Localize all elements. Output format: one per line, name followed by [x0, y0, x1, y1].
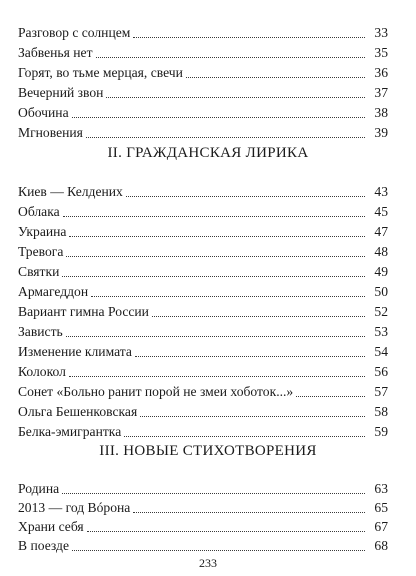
toc-entry-title: 2013 — год Вóрона	[18, 500, 131, 515]
toc-entry-page: 65	[374, 500, 388, 515]
toc-entry	[18, 477, 388, 497]
toc-entry	[18, 320, 388, 340]
toc-entry-title: Тревога	[18, 244, 64, 259]
toc-entry	[18, 420, 388, 440]
toc-entry	[18, 21, 388, 41]
toc-entry	[18, 180, 388, 200]
toc-entry	[18, 260, 388, 280]
toc-entry-page: 63	[374, 481, 388, 496]
dot-leader	[69, 220, 365, 237]
toc-entry	[18, 360, 388, 380]
toc-entry	[18, 400, 388, 420]
toc-entry-page: 53	[374, 324, 388, 339]
dot-leader	[87, 515, 365, 532]
toc-entry-title: Обочина	[18, 105, 69, 120]
dot-leader	[69, 360, 365, 377]
dot-leader	[296, 380, 365, 397]
toc-entry-title: Святки	[18, 264, 60, 279]
toc-entry-page: 39	[374, 125, 388, 140]
toc-entry-title: Мгновения	[18, 125, 83, 140]
dot-leader	[86, 121, 365, 138]
toc-entry-page: 38	[374, 105, 388, 120]
dot-leader	[124, 420, 365, 437]
toc-entry	[18, 496, 388, 516]
dot-leader	[72, 534, 365, 551]
toc-entry	[18, 220, 388, 240]
toc-entry-page: 54	[374, 344, 388, 359]
toc-entry-title: Вечерний звон	[18, 85, 104, 100]
toc-entry-title: Колокол	[18, 364, 66, 379]
toc-entry-page: 47	[374, 224, 388, 239]
toc-entry-page: 33	[374, 25, 388, 40]
dot-leader	[133, 21, 365, 38]
dot-leader	[63, 200, 365, 217]
dot-leader	[126, 180, 365, 197]
dot-leader	[72, 101, 365, 118]
toc-entry-title: В поезде	[18, 538, 69, 553]
toc-entry	[18, 300, 388, 320]
dot-leader	[152, 300, 365, 317]
dot-leader	[66, 320, 365, 337]
toc-entry	[18, 340, 388, 360]
toc-entry-title: Храни себя	[18, 519, 84, 534]
toc-entry	[18, 61, 388, 81]
dot-leader	[140, 400, 365, 417]
dot-leader	[133, 496, 365, 513]
toc-entry-page: 43	[374, 184, 388, 199]
toc-entry	[18, 41, 388, 61]
toc-entry-title: Армагеддон	[18, 284, 89, 299]
toc-entry-page: 56	[374, 364, 388, 379]
toc-entry-page: 35	[374, 45, 388, 60]
dot-leader	[106, 81, 365, 98]
dot-leader	[62, 477, 365, 494]
toc-entry-page: 45	[374, 204, 388, 219]
toc-entry-page: 37	[374, 85, 388, 100]
toc-entry	[18, 515, 388, 535]
toc-entry-title: Ольга Бешенковская	[18, 404, 138, 419]
dot-leader	[66, 240, 365, 257]
toc-entry-title: Облака	[18, 204, 60, 219]
toc-entry-title: Вариант гимна России	[18, 304, 149, 319]
toc-entry-title: Белка-эмигрантка	[18, 424, 122, 439]
toc-entry	[18, 280, 388, 300]
toc-entry-page: 49	[374, 264, 388, 279]
dot-leader	[96, 41, 365, 58]
toc-entry-title: Родина	[18, 481, 60, 496]
toc-entry-page: 57	[374, 384, 388, 399]
toc-entry-title: Горят, во тьме мерцая, свечи	[18, 65, 183, 80]
toc-entry-page: 67	[374, 519, 388, 534]
toc-entry	[18, 81, 388, 101]
toc-entry-page: 36	[374, 65, 388, 80]
dot-leader	[62, 260, 365, 277]
toc-entry-page: 68	[374, 538, 388, 553]
toc-entry-title: Сонет «Больно ранит порой не змеи хоботок...»	[18, 384, 294, 399]
section-heading: II. ГРАЖДАНСКАЯ ЛИРИКА	[107, 145, 309, 161]
toc-entry-page: 58	[374, 404, 388, 419]
toc-entry	[18, 101, 388, 121]
page-number: 233	[199, 556, 217, 570]
toc-entry-title: Украина	[18, 224, 67, 239]
toc-entry-title: Забвенья нет	[18, 45, 93, 60]
toc-entry-title: Киев — Келдених	[18, 184, 123, 199]
toc-entry	[18, 121, 388, 141]
toc-entry	[18, 380, 388, 400]
toc-entry-page: 59	[374, 424, 388, 439]
toc-entry-page: 48	[374, 244, 388, 259]
toc-entry-title: Изменение климата	[18, 344, 132, 359]
toc-entry	[18, 200, 388, 220]
dot-leader	[135, 340, 365, 357]
dot-leader	[186, 61, 365, 78]
toc-entry-page: 50	[374, 284, 388, 299]
toc-entry-title: Зависть	[18, 324, 63, 339]
toc-entry	[18, 240, 388, 260]
toc-entry-page: 52	[374, 304, 388, 319]
section-heading: III. НОВЫЕ СТИХОТВОРЕНИЯ	[99, 443, 317, 459]
dot-leader	[91, 280, 365, 297]
toc-entry-title: Разговор с солнцем	[18, 25, 131, 40]
toc-entry	[18, 534, 388, 554]
